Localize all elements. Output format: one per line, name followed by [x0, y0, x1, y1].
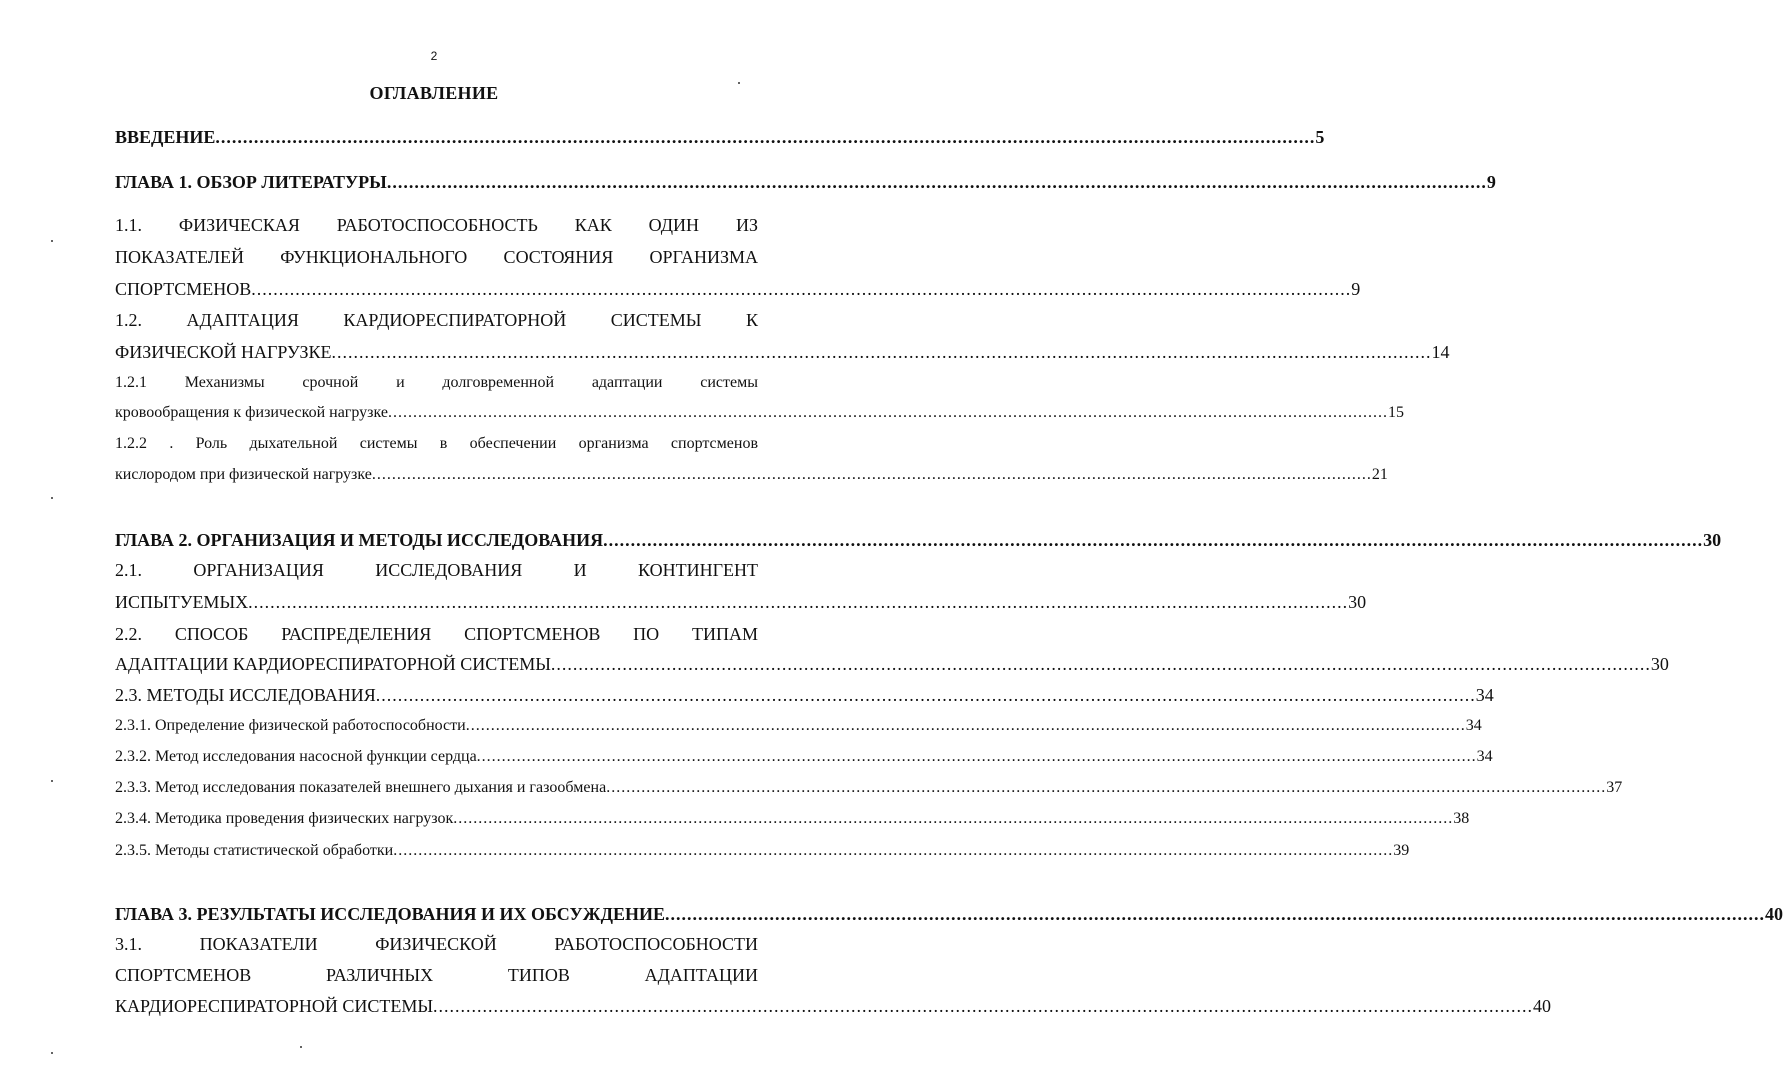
toc-entry-line: 1.2.1 Механизмы срочной и долговременной адаптации системы	[115, 374, 758, 391]
leader-dots: ........................................................................................................................................................................................................	[215, 127, 1316, 147]
toc-page-number: 21	[1371, 466, 1388, 483]
toc-page-number: 5	[1315, 127, 1325, 147]
scan-speck	[738, 82, 740, 84]
toc-entry-text: СПОРТСМЕНОВ	[115, 279, 252, 299]
toc-entry-line: ПОКАЗАТЕЛЕЙ ФУНКЦИОНАЛЬНОГО СОСТОЯНИЯ ОРГАНИЗМА	[115, 247, 758, 267]
toc-page-number: 9	[1351, 279, 1361, 299]
toc-entry-line	[115, 171, 1496, 193]
toc-entry-line	[115, 746, 1493, 768]
toc-entry-line	[115, 715, 1482, 737]
toc-entry-text: ВВЕДЕНИЕ	[115, 127, 216, 147]
toc-entry-text: ГЛАВА 3. РЕЗУЛЬТАТЫ ИССЛЕДОВАНИЯ И ИХ ОБСУЖДЕНИЕ	[115, 904, 665, 924]
leader-dots: ........................................................................................................................................................................................................	[331, 342, 1432, 362]
toc-entry-text: 2.3.2. Метод исследования насосной функции сердца	[115, 748, 477, 765]
toc-entry-line	[115, 529, 1722, 551]
leader-dots: ........................................................................................................................................................................................................	[387, 404, 1388, 421]
toc-entry-text: ФИЗИЧЕСКОЙ НАГРУЗКЕ	[115, 342, 332, 362]
leader-dots: ........................................................................................................................................................................................................	[664, 904, 1765, 924]
toc-entry-text: 2.3.5. Методы статистической обработки	[115, 842, 394, 859]
toc-entry-line	[115, 464, 1388, 486]
leader-dots: ........................................................................................................................................................................................................	[371, 466, 1372, 483]
toc-entry-text: кровообращения к физической нагрузке	[115, 404, 388, 421]
leader-dots: ........................................................................................................................................................................................................	[251, 279, 1352, 299]
leader-dots: ........................................................................................................................................................................................................	[375, 685, 1476, 705]
toc-entry-line	[115, 591, 1367, 613]
toc-page-number: 34	[1475, 685, 1494, 705]
scan-speck	[51, 240, 53, 242]
toc-entry-line	[115, 402, 1404, 424]
toc-page-number: 30	[1650, 654, 1669, 674]
scan-speck	[51, 780, 53, 782]
toc-entry-line	[115, 995, 1552, 1017]
toc-entry-line: 1.1. ФИЗИЧЕСКАЯ РАБОТОСПОСОБНОСТЬ КАК ОДИН ИЗ	[115, 215, 758, 235]
toc-entry-text: 2.3.4. Методика проведения физических нагрузок	[115, 810, 454, 827]
leader-dots: ........................................................................................................................................................................................................	[465, 717, 1466, 734]
toc-entry-text: ГЛАВА 2. ОРГАНИЗАЦИЯ И МЕТОДЫ ИССЛЕДОВАНИЯ	[115, 530, 604, 550]
toc-page-number: 37	[1606, 779, 1623, 796]
leader-dots: ........................................................................................................................................................................................................	[393, 842, 1394, 859]
toc-entry-line: 3.1. ПОКАЗАТЕЛИ ФИЗИЧЕСКОЙ РАБОТОСПОСОБНОСТИ	[115, 934, 758, 954]
toc-entry-text: КАРДИОРЕСПИРАТОРНОЙ СИСТЕМЫ	[115, 996, 434, 1016]
leader-dots: ........................................................................................................................................................................................................	[386, 172, 1487, 192]
leader-dots: ........................................................................................................................................................................................................	[433, 996, 1534, 1016]
leader-dots: ........................................................................................................................................................................................................	[453, 810, 1454, 827]
toc-page-number: 9	[1486, 172, 1496, 192]
toc-entry-text: ГЛАВА 1. ОБЗОР ЛИТЕРАТУРЫ	[115, 172, 387, 192]
leader-dots: ........................................................................................................................................................................................................	[550, 654, 1651, 674]
scan-speck	[51, 497, 53, 499]
toc-entry-line: СПОРТСМЕНОВ РАЗЛИЧНЫХ ТИПОВ АДАПТАЦИИ	[115, 965, 758, 985]
toc-entry-line	[115, 126, 1325, 148]
scan-speck	[51, 1052, 53, 1054]
toc-page-number: 39	[1393, 842, 1410, 859]
leader-dots: ........................................................................................................................................................................................................	[606, 779, 1607, 796]
toc-entry-line	[115, 278, 1361, 300]
toc-entry-line	[115, 684, 1494, 706]
toc-page-number: 40	[1533, 996, 1552, 1016]
toc-entry-line	[115, 903, 1783, 925]
toc-entry-text: 2.3.3. Метод исследования показателей внешнего дыхания и газообмена	[115, 779, 607, 796]
toc-title: ОГЛАВЛЕНИЕ	[369, 83, 499, 103]
toc-page-number: 34	[1476, 748, 1493, 765]
toc-page-number: 14	[1431, 342, 1450, 362]
toc-entry-text: 2.3. МЕТОДЫ ИССЛЕДОВАНИЯ	[115, 685, 376, 705]
scan-speck	[300, 1046, 302, 1048]
toc-entry-line: 1.2.2 . Роль дыхательной системы в обеспечении организма спортсменов	[115, 435, 758, 452]
toc-entry-line: 1.2. АДАПТАЦИЯ КАРДИОРЕСПИРАТОРНОЙ СИСТЕМЫ К	[115, 310, 758, 330]
toc-entry-text: кислородом при физической нагрузке	[115, 466, 372, 483]
toc-page-number: 15	[1387, 404, 1404, 421]
toc-page-number: 38	[1453, 810, 1470, 827]
toc-page-number: 40	[1764, 904, 1783, 924]
toc-entry-line: 2.2. СПОСОБ РАСПРЕДЕЛЕНИЯ СПОРТСМЕНОВ ПО ТИПАМ	[115, 624, 758, 644]
toc-page-number: 34	[1465, 717, 1482, 734]
toc-entry-line: 2.1. ОРГАНИЗАЦИЯ ИССЛЕДОВАНИЯ И КОНТИНГЕНТ	[115, 560, 758, 580]
leader-dots: ........................................................................................................................................................................................................	[476, 748, 1477, 765]
toc-page-number: 30	[1703, 530, 1722, 550]
leader-dots: ........................................................................................................................................................................................................	[603, 530, 1704, 550]
toc-entry-text: ИСПЫТУЕМЫХ	[115, 592, 249, 612]
toc-entry-line	[115, 840, 1410, 862]
toc-entry-text: 2.3.1. Определение физической работоспособности	[115, 717, 466, 734]
toc-entry-line	[115, 808, 1470, 830]
toc-entry-text: АДАПТАЦИИ КАРДИОРЕСПИРАТОРНОЙ СИСТЕМЫ	[115, 654, 551, 674]
toc-page-number: 30	[1348, 592, 1367, 612]
leader-dots: ........................................................................................................................................................................................................	[248, 592, 1349, 612]
toc-entry-line	[115, 653, 1669, 675]
page-number: 2	[430, 49, 438, 63]
toc-entry-line	[115, 341, 1450, 363]
toc-entry-line	[115, 777, 1623, 799]
